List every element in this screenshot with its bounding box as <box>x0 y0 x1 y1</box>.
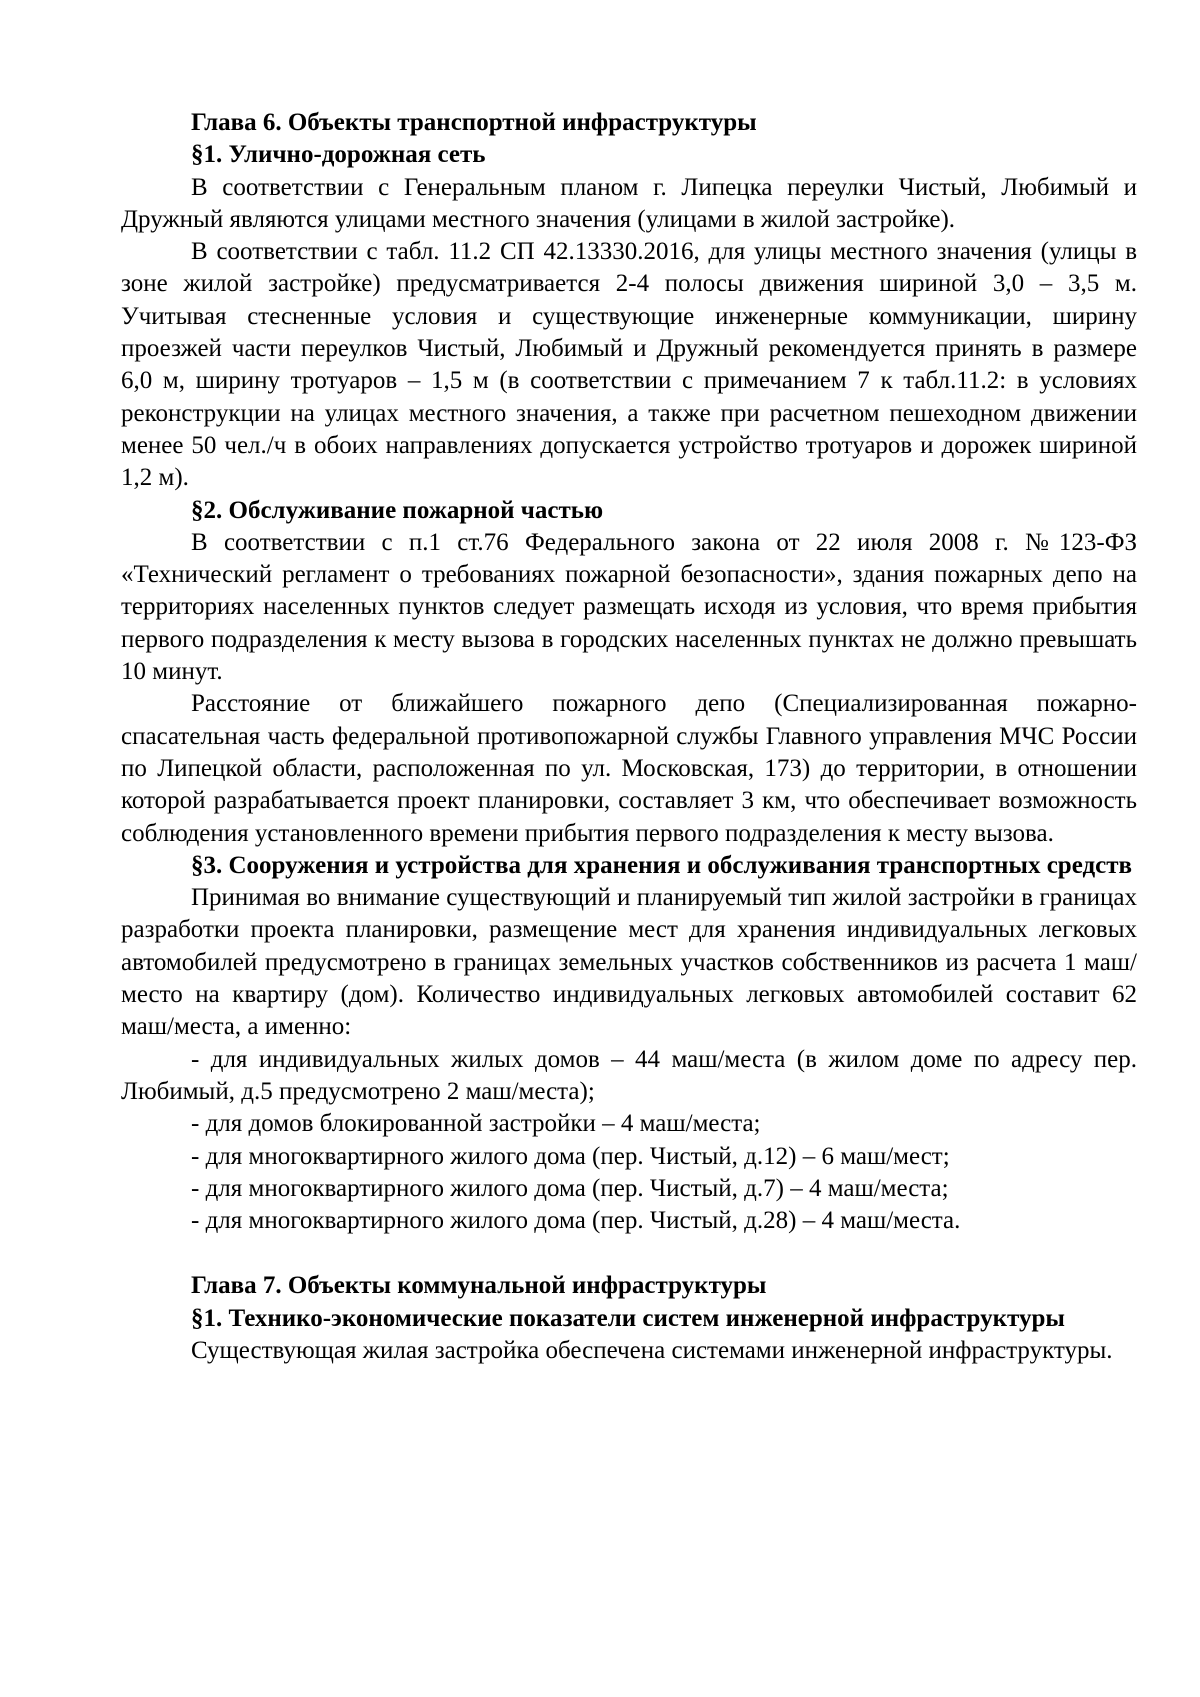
chapter-6-section-2-title: §2. Обслуживание пожарной частью <box>191 496 604 524</box>
chapter-6-section-1-title: §1. Улично-дорожная сеть <box>191 141 486 169</box>
list-item: - для индивидуальных жилых домов – 44 маш/места (в жилом доме по адресу пер. Любимый, д.5 предусмотрено 2 маш/места); <box>121 1045 1137 1105</box>
paragraph: Расстояние от ближайшего пожарного депо (Специализированная пожарно-спасательная часть федеральной противопожарной службы Главного управления МЧС России по Липецкой области, расположенная по ул. Московская, 173) до территории, в отношении которой разрабатывается проект планировки, составляет 3 км, что обеспечивает возможность соблюдения установленного времени прибытия первого подразделения к месту вызова. <box>121 690 1137 847</box>
chapter-6-section-3-title: §3. Сооружения и устройства для хранения и обслуживания транспортных средств <box>191 851 1132 879</box>
paragraph: В соответствии с п.1 ст.76 Федерального закона от 22 июля 2008 г. №123-ФЗ «Технический регламент о требованиях пожарной безопасности», здания пожарных депо на территориях населенных пунктов следует размещать исходя из условия, что время прибытия первого подразделения к месту вызова в городских населенных пунктах не должно превышать 10 минут. <box>121 528 1137 686</box>
paragraph: В соответствии с Генеральным планом г. Липецка переулки Чистый, Любимый и Дружный являются улицами местного значения (улицами в жилой застройке). <box>121 173 1137 233</box>
chapter-7-section-1-title: §1. Технико-экономические показатели систем инженерной инфраструктуры <box>191 1304 1065 1332</box>
chapter-7-title: Глава 7. Объекты коммунальной инфраструктуры <box>191 1272 767 1300</box>
paragraph: Принимая во внимание существующий и планируемый тип жилой застройки в границах разработки проекта планировки, размещение мест для хранения индивидуальных легковых автомобилей предусмотрено в границах земельных участков собственников из расчета 1 маш/место на квартиру (дом). Количество индивидуальных легковых автомобилей составит 62 маш/места, а именно: <box>121 884 1137 1041</box>
list-item: - для домов блокированной застройки – 4 маш/места; <box>191 1110 761 1138</box>
list-item: - для многоквартирного жилого дома (пер. Чистый, д.7) – 4 маш/места; <box>191 1174 949 1202</box>
chapter-6-title: Глава 6. Объекты транспортной инфраструктуры <box>191 109 757 136</box>
chapter-spacer <box>121 1237 1137 1270</box>
list-item: - для многоквартирного жилого дома (пер. Чистый, д.12) – 6 маш/мест; <box>191 1142 950 1170</box>
document-body <box>121 107 1137 1367</box>
paragraph: Существующая жилая застройка обеспечена системами инженерной инфраструктуры. <box>191 1336 1113 1364</box>
paragraph: В соответствии с табл. 11.2 СП 42.13330.2016, для улицы местного значения (улицы в зоне жилой застройке) предусматривается 2-4 полосы движения шириной 3,0 – 3,5 м. Учитывая стесненные условия и существующие инженерные коммуникации, ширину проезжей части переулков Чистый, Любимый и Дружный рекомендуется принять в размере 6,0 м, ширину тротуаров – 1,5 м (в соответствии с примечанием 7 к табл.11.2: в условиях реконструкции на улицах местного значения, а также при расчетном пешеходном движении менее 50 чел./ч в обоих направлениях допускается устройство тротуаров и дорожек шириной 1,2 м). <box>121 238 1137 492</box>
list-item: - для многоквартирного жилого дома (пер. Чистый, д.28) – 4 маш/места. <box>191 1207 961 1235</box>
